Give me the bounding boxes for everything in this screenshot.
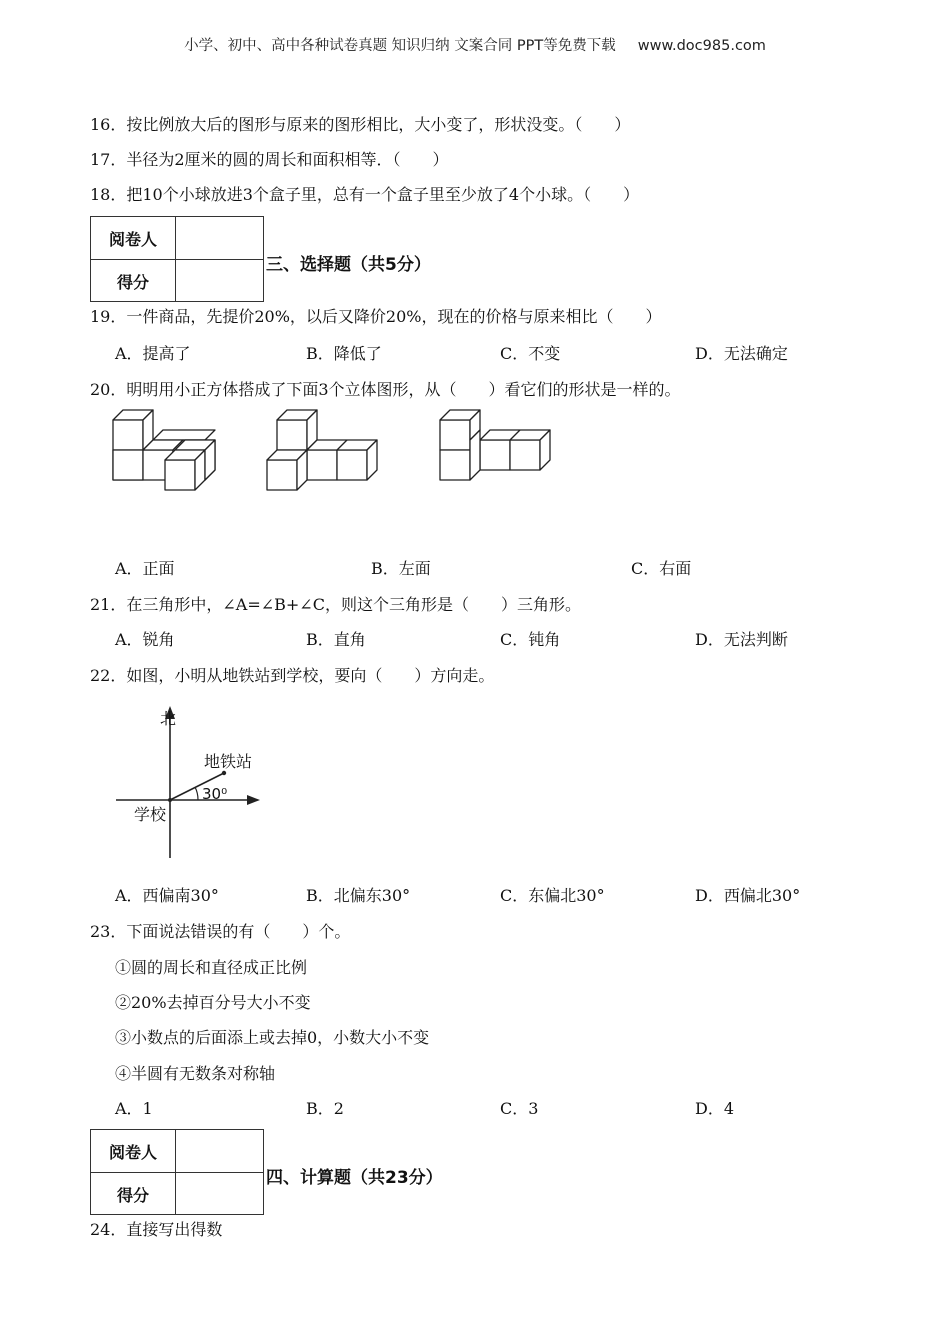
q21-option-a: A．锐角: [115, 630, 175, 649]
q22-option-c: C．东偏北30°: [500, 886, 605, 905]
q23-option-d: D．4: [695, 1099, 735, 1118]
score-box-section3: [90, 216, 264, 302]
q19-option-b: B．降低了: [306, 344, 382, 363]
question-17: 17．半径为2厘米的圆的周长和面积相等．（ ）: [90, 150, 449, 169]
section4-title: 四、计算题（共23分）: [266, 1168, 443, 1188]
q19-option-c: C．不变: [500, 344, 561, 363]
school-point: [168, 798, 172, 802]
q23-statement-3: ③小数点的后面添上或去掉0，小数大小不变: [115, 1028, 430, 1047]
q20-option-b: B．左面: [371, 559, 431, 578]
question-24: 24．直接写出得数: [90, 1220, 223, 1239]
cube-figure-2: [267, 410, 377, 490]
reviewer-label: 阅卷人: [91, 217, 176, 259]
q23-option-b: B．2: [306, 1099, 344, 1118]
east-arrow-icon: [247, 795, 260, 805]
score-label-2: 得分: [91, 1173, 176, 1215]
q23-statement-1: ①圆的周长和直径成正比例: [115, 958, 308, 977]
question-18: 18．把10个小球放进3个盒子里，总有一个盒子里至少放了4个小球。（ ）: [90, 185, 640, 204]
question-19: 19．一件商品，先提价20%，以后又降价20%，现在的价格与原来相比（ ）: [90, 307, 662, 326]
score-box-section4: [90, 1129, 264, 1215]
score-row-score: [91, 260, 263, 302]
score-row-reviewer: [91, 217, 263, 260]
q21-option-b: B．直角: [306, 630, 366, 649]
reviewer-label-2: 阅卷人: [91, 1130, 176, 1172]
school-label: 学校: [134, 805, 167, 824]
q23-option-a: A．1: [115, 1099, 153, 1118]
q22-option-d: D．西偏北30°: [695, 886, 801, 905]
score-row-reviewer-2: [91, 1130, 263, 1173]
angle-label: 30⁰: [202, 785, 228, 803]
q20-option-c: C．右面: [631, 559, 692, 578]
score-row-score-2: [91, 1173, 263, 1215]
q20-option-a: A．正面: [115, 559, 175, 578]
question-23: 23．下面说法错误的有（ ）个。: [90, 922, 351, 941]
cube-figures: [100, 405, 570, 505]
north-label: 北: [160, 709, 177, 728]
q21-option-c: C．钝角: [500, 630, 561, 649]
q23-statement-2: ②20%去掉百分号大小不变: [115, 993, 311, 1012]
angle-arc: [195, 787, 198, 800]
q23-statement-4: ④半圆有无数条对称轴: [115, 1064, 276, 1083]
q22-option-b: B．北偏东30°: [306, 886, 411, 905]
header-text: 小学、初中、高中各种试卷真题 知识归纳 文案合同 PPT等免费下载: [184, 38, 616, 54]
score-label: 得分: [91, 260, 176, 302]
page-header: [0, 34, 950, 55]
question-20: 20．明明用小正方体搭成了下面3个立体图形，从（ ）看它们的形状是一样的。: [90, 380, 681, 399]
direction-diagram: [110, 700, 280, 865]
station-label: 地铁站: [204, 752, 253, 771]
question-21: 21．在三角形中，∠A=∠B+∠C，则这个三角形是（ ）三角形。: [90, 595, 581, 614]
q22-option-a: A．西偏南30°: [115, 886, 219, 905]
header-site: www.doc985.com: [637, 38, 766, 54]
question-22: 22．如图，小明从地铁站到学校，要向（ ）方向走。: [90, 666, 495, 685]
station-point: [222, 771, 226, 775]
q21-option-d: D．无法判断: [695, 630, 788, 649]
question-16: 16．按比例放大后的图形与原来的图形相比，大小变了，形状没变。（ ）: [90, 115, 631, 134]
q19-option-a: A．提高了: [115, 344, 191, 363]
cube-figure-3: [440, 410, 550, 480]
section3-title: 三、选择题（共5分）: [266, 255, 431, 275]
q23-option-c: C．3: [500, 1099, 539, 1118]
q19-option-d: D．无法确定: [695, 344, 788, 363]
cube-figure-1: [113, 410, 215, 490]
